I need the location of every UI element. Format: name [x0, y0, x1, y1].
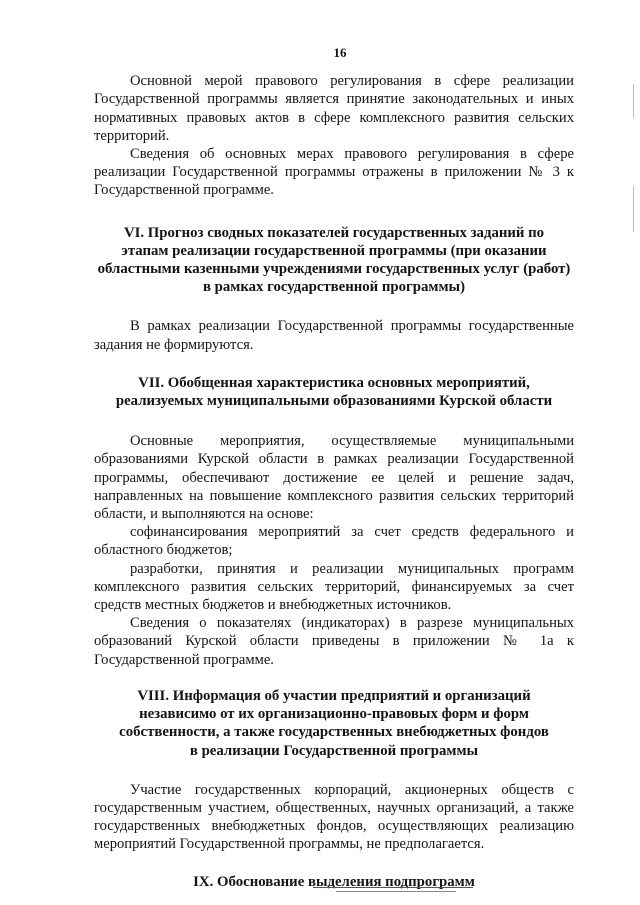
- section-7-heading-line-1: VII. Обобщенная характеристика основных мероприятий,: [138, 374, 530, 391]
- paragraph-legal-regulation: Основной мерой правового регулирования в сфере реализации Государственной программы является принятие законодательных и иных нормативных правовых актов в сфере комплексного развития сельских территорий.: [94, 73, 574, 144]
- scan-edge-mark: [633, 84, 634, 118]
- section-8-heading-line-3: собственности, а также государственных внебюджетных фондов: [119, 724, 549, 741]
- section-8-heading: [94, 687, 574, 760]
- paragraph-legal-measures: Сведения об основных мерах правового регулирования в сфере реализации Государственной программы отражены в приложении № 3 к Государственной программе.: [94, 146, 574, 199]
- page-number: 16: [333, 45, 347, 60]
- section-6-heading-line-1: VI. Прогноз сводных показателей государственных заданий по: [123, 224, 545, 241]
- section-8-heading-line-2: независимо от их организационно-правовых форм и форм: [139, 706, 529, 723]
- section-7-paragraph-4: Сведения о показателях (индикаторах) в разрезе муниципальных образований Курской области приведены в приложении № 1а к Государственной программе.: [94, 615, 574, 668]
- section-7-heading: [94, 374, 574, 410]
- section-7-paragraph-2: софинансирования мероприятий за счет средств федерального и областного бюджетов;: [94, 524, 574, 559]
- section-7-paragraph-3: разработки, принятия и реализации муниципальных программ комплексного развития сельских территорий, финансируемых за счет средств местных бюджетов и внебюджетных источников.: [94, 560, 574, 614]
- section-6-heading: [94, 224, 574, 297]
- section-8-heading-line-1: VIII. Информация об участии предприятий и организаций: [137, 687, 531, 704]
- footer-rule-secondary: [336, 891, 456, 892]
- section-8-paragraph: Участие государственных корпораций, акционерных обществ с государственным участием, общественных, научных организаций, а также государственных внебюджетных фондов, осуществляющих реализацию мероприятий Государственной программы, не предполагается.: [94, 781, 574, 853]
- section-7-paragraph-1: Основные мероприятия, осуществляемые муниципальными образованиями Курской области в рамках реализации Государственной программы, обеспечивают достижение ее целей и решение задач, направленных на повышение комплексного развития сельских территорий области, и выполняются на основе:: [94, 433, 574, 523]
- section-8-heading-line-4: в реализации Государственной программы: [189, 742, 479, 759]
- document-page: [94, 44, 574, 891]
- section-9-heading: IX. Обоснование выделения подпрограмм: [193, 873, 475, 890]
- section-6-heading-line-3: областными казенными учреждениями государственных услуг (работ): [97, 261, 571, 278]
- section-6-heading-line-4: в рамках государственной программы): [202, 279, 466, 296]
- footer-rule: [313, 887, 473, 888]
- scan-edge-mark-lower: [633, 186, 634, 232]
- section-6-heading-line-2: этапам реализации государственной программы (при оказании: [121, 242, 547, 259]
- section-6-paragraph: В рамках реализации Государственной программы государственные задания не формируются.: [94, 318, 574, 353]
- section-7-heading-line-2: реализуемых муниципальными образованиями Курской области: [115, 393, 553, 410]
